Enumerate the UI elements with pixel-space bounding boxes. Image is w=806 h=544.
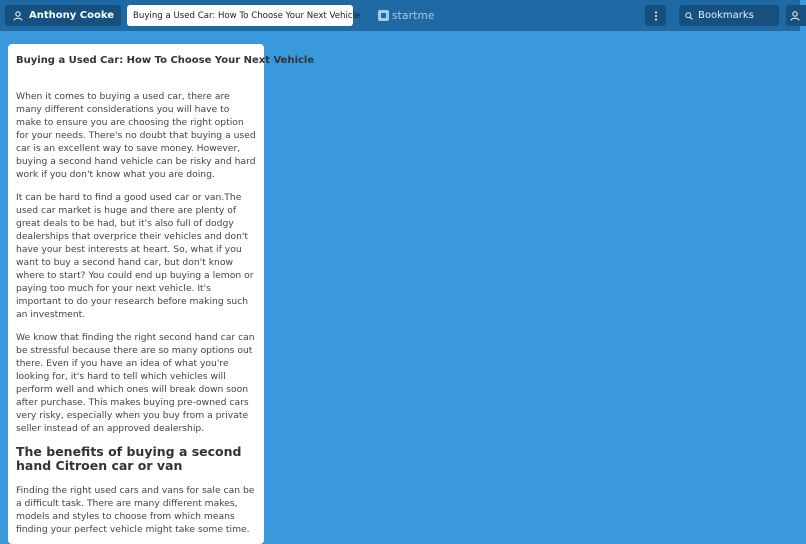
page-title: Buying a Used Car: How To Choose Your Next Vehicle <box>133 10 361 21</box>
article-paragraph: It can be hard to find a good used car or van.The used car market is huge and there are plenty of great deals to be had, but it's also full of dodgy dealerships that overprice their vehicles and don't have your best interests at heart. So, what if you want to buy a second hand car, but don't know where to start? You could end up buying a lemon or paying too much for your next vehicle. It's important to do your research before making such an investment. <box>16 192 254 320</box>
article-paragraph: When it comes to buying a used car, there are many different considerations you will have to make to ensure you are choosing the right option for your needs. There's no doubt that buying a used car is an excellent way to save money. However, buying a second hand vehicle can be risky and hard work if you don't know what you are doing. <box>16 91 256 180</box>
user-name: Anthony Cooke <box>29 10 114 21</box>
account-button[interactable] <box>786 5 806 26</box>
article-body <box>16 90 256 536</box>
more-vertical-icon <box>654 11 658 21</box>
page-title-tab[interactable] <box>127 5 361 26</box>
article-paragraph: We know that finding the right second hand car can be stressful because there are so many options out there. Even if you have an idea of what you're looking for, it's hard to tell which vehicles will perform well and which ones will break down soon after purchase. This makes buying pre-owned cars very risky, especially when you buy from a private seller instead of an approved dealership. <box>16 332 255 434</box>
startme-logo-icon <box>378 10 389 21</box>
bookmarks-search[interactable] <box>679 5 779 26</box>
top-bar <box>0 0 800 31</box>
more-options-button[interactable] <box>645 5 666 26</box>
avatar-icon <box>790 11 800 21</box>
article-card <box>8 44 315 544</box>
article-paragraph: Finding the right used cars and vans for sale can be a difficult task. There are many different makes, models and styles to choose from which means finding your perfect vehicle might take some time. <box>16 485 255 535</box>
article-heading: The benefits of buying a second hand Citroen car or van <box>16 444 242 473</box>
card-title[interactable]: Buying a Used Car: How To Choose Your Next Vehicle <box>16 55 315 66</box>
user-icon <box>13 11 23 21</box>
startme-logo[interactable] <box>378 8 435 23</box>
search-icon <box>685 12 693 20</box>
user-menu-button[interactable] <box>5 5 121 26</box>
logo-text: startme <box>392 9 435 22</box>
search-label: Bookmarks <box>698 10 754 21</box>
